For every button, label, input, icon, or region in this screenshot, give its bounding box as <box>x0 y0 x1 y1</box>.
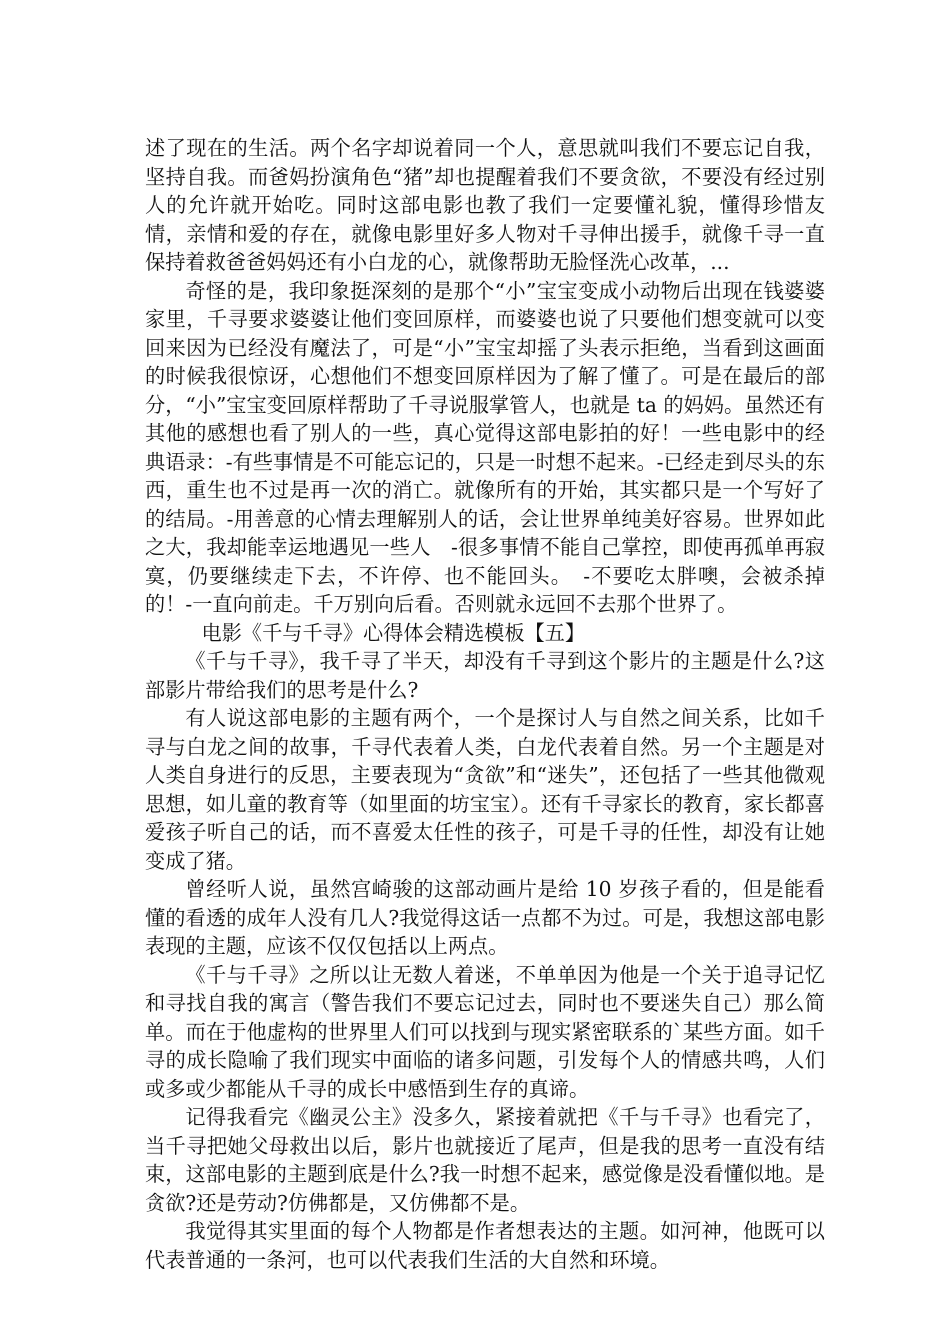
paragraph: 曾经听人说，虽然宫崎骏的这部动画片是给 10 岁孩子看的，但是能看懂的看透的成年人没有几人?我觉得这话一点都不为过。可是，我想这部电影表现的主题，应该不仅仅包括以上两点。 <box>145 877 825 958</box>
section-heading: 电影《千与千寻》心得体会精选模板【五】 <box>201 620 586 645</box>
paragraph: 记得我看完《幽灵公主》没多久，紧接着就把《千与千寻》也看完了，当千寻把她父母救出以后，影片也就接近了尾声，但是我的思考一直没有结束，这部电影的主题到底是什么?我一时想不起来，感觉像是没看懂似地。是贪欲?还是劳动?仿佛都是，又仿佛都不是。 <box>145 1105 825 1215</box>
paragraph: 我觉得其实里面的每个人物都是作者想表达的主题。如河神，他既可以代表普通的一条河，也可以代表我们生活的大自然和环境。 <box>145 1219 825 1272</box>
paragraph: 有人说这部电影的主题有两个，一个是探讨人与自然之间关系，比如千寻与白龙之间的故事，千寻代表着人类，白龙代表着自然。另一个主题是对人类自身进行的反思，主要表现为“贪欲”和“迷失”，还包括了一些其他微观思想，如儿童的教育等（如里面的坊宝宝）。还有千寻家长的教育，家长都喜爱孩子听自己的话，而不喜爱太任性的孩子，可是千寻的任性，却没有让她变成了猪。 <box>145 706 825 873</box>
paragraph: 奇怪的是，我印象挺深刻的是那个“小”宝宝变成小动物后出现在钱婆婆家里，千寻要求婆婆让他们变回原样，而婆婆也说了只要他们想变就可以变回来因为已经没有魔法了，可是“小”宝宝却摇了头表示拒绝，当看到这画面的时候我很惊讶，心想他们不想变回原样因为了解了懂了。可是在最后的部分，“小”宝宝变回原样帮助了千寻说服掌管人，也就是 ta 的妈妈。虽然还有其他的感想也看了别人的一些，真心觉得这部电影拍的好！一些电影中的经典语录：-有些事情是不可能忘记的，只是一时想不起来。-已经走到尽头的东西，重生也不过是再一次的消亡。就像所有的开始，其实都只是一个写好了的结局。-用善意的心情去理解别人的话，会让世界单纯美好容易。世界如此之大，我却能幸运地遇见一些人 -很多事情不能自己掌控，即使再孤单再寂寞，仍要继续走下去，不许停、也不能回头。 -不要吃太胖噢，会被杀掉的！-一直向前走。千万别向后看。否则就永远回不去那个世界了。 <box>145 278 825 616</box>
paragraph: 述了现在的生活。两个名字却说着同一个人，意思就叫我们不要忘记自我，坚持自我。而爸妈扮演角色“猪”却也提醒着我们不要贪欲，不要没有经过别人的允许就开始吃。同时这部电影也教了我们一定要懂礼貌，懂得珍惜友情，亲情和爱的存在，就像电影里好多人物对千寻伸出援手，就像千寻一直保持着救爸爸妈妈还有小白龙的心，就像帮助无脸怪洗心改革，... <box>145 136 825 274</box>
document-body <box>145 134 825 1274</box>
paragraph: 《千与千寻》之所以让无数人着迷，不单单因为他是一个关于追寻记忆和寻找自我的寓言（警告我们不要忘记过去，同时也不要迷失自己）那么简单。而在于他虚构的世界里人们可以找到与现实紧密联系的`某些方面。如千寻的成长隐喻了我们现实中面临的诸多问题，引发每个人的情感共鸣，人们或多或少都能从千寻的成长中感悟到生存的真谛。 <box>145 962 825 1101</box>
paragraph: 《千与千寻》，我千寻了半天，却没有千寻到这个影片的主题是什么?这部影片带给我们的思考是什么? <box>145 649 825 702</box>
